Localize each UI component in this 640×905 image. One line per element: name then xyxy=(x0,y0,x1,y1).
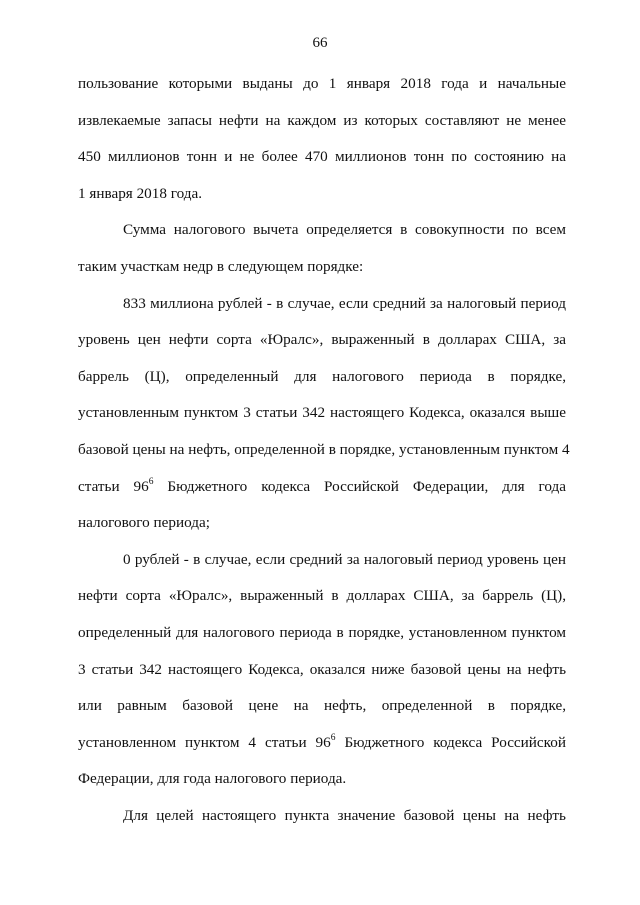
text-line: 450 миллионов тонн и не более 470 миллионов тонн по состоянию на xyxy=(78,148,566,166)
text-line: 0 рублей - в случае, если средний за налоговый период уровень цен xyxy=(123,550,566,568)
text-line xyxy=(78,469,566,506)
text-line: Сумма налогового вычета определяется в совокупности по всем xyxy=(123,221,566,239)
document-text-body xyxy=(78,66,570,834)
text-line: таким участкам недр в следующем порядке: xyxy=(78,257,364,275)
superscript: 6 xyxy=(148,476,154,487)
paragraph xyxy=(78,542,566,798)
text-run: установленном пунктом 4 статьи 96 xyxy=(78,733,331,751)
text-line: нефти сорта «Юралс», выраженный в долларах США, за баррель (Ц), xyxy=(78,587,566,605)
paragraph xyxy=(78,212,566,285)
text-line: Для целей настоящего пункта значение базовой цены на нефть xyxy=(123,806,566,824)
text-line: баррель (Ц), определенный для налогового периода в порядке, xyxy=(78,367,566,385)
text-run: Бюджетного кодекса Российской Федерации, для года xyxy=(153,477,566,495)
text-line: Федерации, для года налогового периода. xyxy=(78,770,347,788)
text-line: уровень цен нефти сорта «Юралс», выраженный в долларах США, за xyxy=(78,331,566,349)
text-run: статьи 96 xyxy=(78,477,149,495)
text-line: 3 статьи 342 настоящего Кодекса, оказался ниже базовой цены на нефть xyxy=(78,660,566,678)
text-line: базовой цены на нефть, определенной в порядке, установленным пунктом 4 xyxy=(78,440,570,458)
superscript: 6 xyxy=(330,732,336,743)
paragraph xyxy=(78,798,566,835)
text-line: 833 миллиона рублей - в случае, если средний за налоговый период xyxy=(123,294,566,312)
paragraph xyxy=(78,286,570,542)
page-number: 66 xyxy=(312,35,328,51)
text-line: установленным пунктом 3 статьи 342 настоящего Кодекса, оказался выше xyxy=(78,404,566,422)
text-line xyxy=(78,725,566,762)
text-line: определенный для налогового периода в порядке, установленном пунктом xyxy=(78,623,566,641)
text-line: извлекаемые запасы нефти на каждом из которых составляют не менее xyxy=(78,111,566,129)
text-line: налогового периода; xyxy=(78,514,210,532)
text-line: пользование которыми выданы до 1 января 2018 года и начальные xyxy=(78,75,566,92)
text-line: или равным базовой цене на нефть, определенной в порядке, xyxy=(78,697,566,715)
paragraph xyxy=(78,66,566,212)
text-line: 1 января 2018 года. xyxy=(78,184,203,202)
text-run: Бюджетного кодекса Российской xyxy=(335,733,567,751)
